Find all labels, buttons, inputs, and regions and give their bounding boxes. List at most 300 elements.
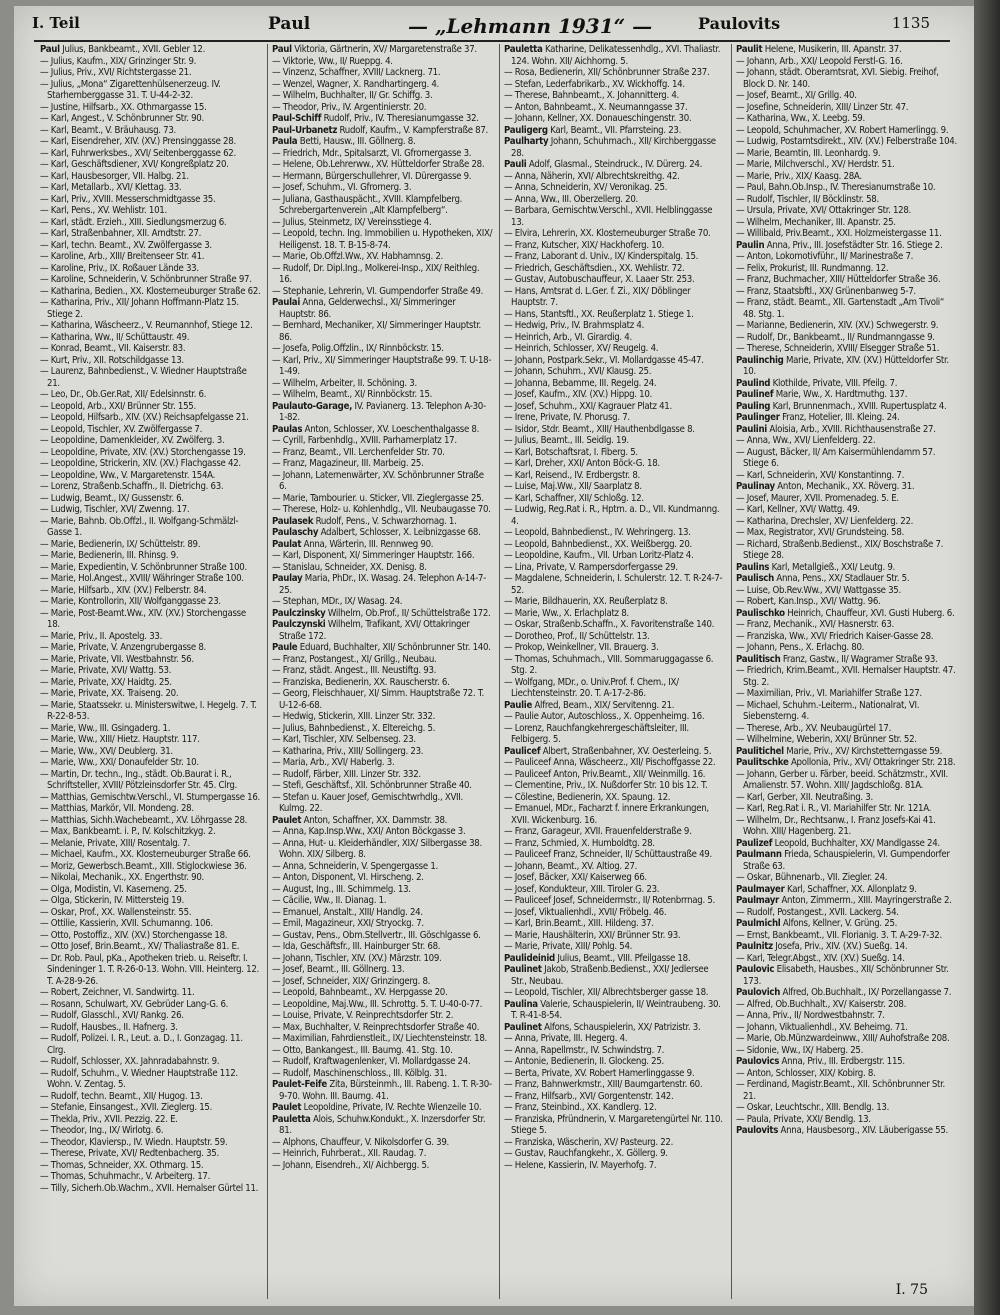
directory-entry: — Julius, „Mona“ Zigarettenhülsenerzeug. IV. Starhemberggasse 31. T. U-44-2-32. bbox=[40, 78, 221, 101]
column-divider bbox=[731, 44, 732, 1299]
directory-entry: — Gustav, Autobuschauffeur, X. Laaer Str. 253. bbox=[504, 274, 695, 285]
book-spine bbox=[974, 0, 1000, 1315]
page-number: 1135 bbox=[891, 14, 930, 32]
directory-entry: — Stefan, Lederfabrikarb., XV. Wickhoffg. 14. bbox=[504, 78, 685, 90]
directory-entry: — Leopoldine, Private, XIV. (XV.) Storchengasse 19. bbox=[40, 446, 246, 458]
directory-entry: — Leopold, Bahnbedienst., XX. Weißbergg. 20. bbox=[504, 538, 692, 550]
directory-entry: — Johann, Gerber u. Färber, beeid. Schätzmstr., XVII. Amalienstr. 57. Wohn. XIII/ Jagdschloßg. 81A. bbox=[736, 768, 948, 791]
directory-entry: — Heinrich, Schlosser, XV/ Reugelg. 4. bbox=[504, 343, 659, 354]
directory-entry: — Heinrich, Arb., VI. Girardig. 4. bbox=[504, 331, 632, 343]
directory-entry: — Gustav, Pens., Obm.Stellvertr., III. Göschlgasse 6. bbox=[272, 929, 481, 941]
directory-entry: Paulat Anna, Wärterin, III. Rennweg 90. bbox=[272, 538, 434, 550]
directory-entry: — Franz, Kutscher, XIX/ Hackhoferg. 10. bbox=[504, 239, 665, 251]
directory-entry: — Josefine, Schneiderin, XIII/ Linzer Str. 47. bbox=[736, 101, 909, 113]
directory-entry: — Thomas, Schuhmach., VIII. Sommaruggagasse 6. Stg. 2. bbox=[504, 653, 714, 676]
directory-entry: — Anna, Hut- u. Kleiderhändler, XIX/ Silbergasse 38. Wohn. XIX/ Silberg. 8. bbox=[272, 837, 482, 860]
directory-entry: — Marie, Bahnb. Ob.Offzl., II. Wolfgang-Schmälzl-Gasse 1. bbox=[40, 515, 239, 538]
directory-entry: — Anton, Lokomotivführ., II/ Marinestraße 7. bbox=[736, 251, 914, 262]
directory-entry: — Johann, Laternenwärter, XV. Schönbrunner Straße 6. bbox=[272, 469, 484, 492]
directory-entry: — Maria, Arb., XVI/ Haberlg. 3. bbox=[272, 757, 395, 768]
directory-entry: — Karoline, Priv., IX. Roßauer Lände 33. bbox=[40, 262, 199, 274]
directory-entry: — Karl, Telegr.Abgst., XIV. (XV.) Sueßg. 14. bbox=[736, 952, 905, 964]
directory-entry: — Willibald, Priv.Beamt., XXI. Holzmeistergasse 11. bbox=[736, 228, 942, 239]
directory-entry: — Marie, Bedienerin, III. Rhinsg. 9. bbox=[40, 550, 179, 561]
directory-entry: — Theodor, Klaviersp., IV. Wiedn. Hauptstr. 59. bbox=[40, 1136, 228, 1148]
directory-entry: — Karl, Eisendreher, XIV. (XV.) Prensinggasse 28. bbox=[40, 136, 236, 147]
directory-entry: — Max, Bankbeamt. i. P., IV. Kolschitzkyg. 2. bbox=[40, 826, 216, 837]
directory-entry: Paulovic Elisabeth, Hausbes., XII/ Schönbrunner Str. 173. bbox=[736, 964, 949, 987]
sheet-signature: I. 75 bbox=[895, 1282, 928, 1298]
column-3 bbox=[504, 44, 725, 1299]
directory-entry: — Marie, Ww., XIII/ Hietz. Hauptstr. 117. bbox=[40, 734, 200, 745]
column-divider bbox=[499, 44, 500, 1299]
directory-entry: — Irene, Private, IV. Phorusg. 7. bbox=[504, 412, 630, 423]
directory-entry: Paulaschy Adalbert, Schlosser, X. Leibnizgasse 68. bbox=[272, 527, 481, 538]
directory-entry: Paulet Anton, Schaffner, XX. Dammstr. 38. bbox=[272, 814, 448, 826]
directory-entry: — Emanuel, Anstalt., XIII/ Handlg. 24. bbox=[272, 906, 423, 918]
directory-entry: — Johann, Postpark.Sekr., VI. Mollardgasse 45-47. bbox=[504, 354, 704, 366]
directory-page bbox=[14, 6, 980, 1306]
directory-entry: — Marie, Expedientin, V. Schönbrunner Straße 100. bbox=[40, 561, 247, 573]
directory-entry: Pauletta Katharine, Delikatessenhdlg., XVI. Thaliastr. 124. Wohn. XII/ Aichhorng. 5. bbox=[504, 44, 721, 67]
directory-entry: — Johann, Viktualienhdl., XV. Beheimg. 71. bbox=[736, 1021, 908, 1033]
directory-entry: — Katharina, Drechsler, XV/ Lienfelderg. 22. bbox=[736, 515, 914, 527]
directory-entry: Paulmayer Karl, Schaffner, XX. Allonplatz 9. bbox=[736, 883, 917, 895]
directory-entry: — Marie, Post-Beamt.Ww., XIV. (XV.) Storchengasse 18. bbox=[40, 607, 246, 630]
directory-entry: — Josef, Maurer, XVII. Promenadeg. 5. E. bbox=[736, 492, 899, 504]
directory-entry: — Wilhelm, Beamt., XI/ Rinnböckstr. 15. bbox=[272, 389, 433, 400]
entry-columns bbox=[40, 44, 964, 1299]
directory-entry: Paulini Aloisia, Arb., XVIII. Richthausenstraße 27. bbox=[736, 423, 936, 435]
directory-entry: — Ottilie, Kassierin, XVII. Schumanng. 106. bbox=[40, 918, 213, 929]
page-header bbox=[28, 12, 950, 38]
directory-entry: — Karl, Gerber, XII. Neutraßing. 3. bbox=[736, 791, 873, 803]
directory-entry: — Rosa, Bedienerin, XII/ Schönbrunner Straße 237. bbox=[504, 67, 710, 78]
directory-entry: — Karl, Geschäftsdiener, XVI/ Kongreßplatz 20. bbox=[40, 159, 229, 170]
directory-entry: Paulnitz Josefa, Priv., XIV. (XV.) Sueßg. 14. bbox=[736, 941, 908, 952]
directory-entry: — Heinrich, Fuhrberat., XII. Raudag. 7. bbox=[272, 1148, 427, 1159]
directory-entry: — Marie, Ww., XVI/ Deublerg. 31. bbox=[40, 745, 173, 757]
directory-entry: — Barbara, Gemischtw.Verschl., XVII. Helblinggasse 13. bbox=[504, 205, 713, 228]
directory-entry: — Wilhelm, Dr., Rechtsanw., I. Franz Josefs-Kai 41. Wohn. XIII/ Hagenberg. 21. bbox=[736, 814, 936, 837]
directory-entry: — Kurt, Priv., XII. Rotschildgasse 13. bbox=[40, 354, 184, 366]
directory-entry: — Thomas, Schuhmachr., V. Arbeiterg. 17. bbox=[40, 1171, 211, 1182]
directory-entry: — Franz, Schmied, X. Humboldtg. 28. bbox=[504, 837, 655, 849]
directory-entry: Paulmann Frieda, Schauspielerin, VI. Gumpendorfer Straße 63. bbox=[736, 849, 950, 872]
directory-entry: — Marie, Ww., XXI/ Donaufelder Str. 10. bbox=[40, 757, 199, 768]
directory-entry: Paulay Maria, PhDr., IX. Wasag. 24. Telephon A-14-7-25. bbox=[272, 573, 486, 596]
directory-entry: — Lina, Private, V. Rampersdorfergasse 29. bbox=[504, 561, 678, 573]
directory-entry: — Marie, Private, XX. Traiseng. 20. bbox=[40, 688, 179, 699]
directory-entry: — Marie, Private, XX/ Haidtg. 25. bbox=[40, 676, 172, 688]
directory-entry: — Wilhelm, Buchhalter, II/ Gr. Schiffg. 3. bbox=[272, 90, 433, 101]
directory-entry: — Therese, Holz- u. Kohlenhdlg., VII. Neubaugasse 70. bbox=[272, 504, 491, 515]
directory-entry: — Matthias, Markör, VII. Mondeng. 28. bbox=[40, 803, 194, 814]
directory-entry: — Josef, Schuhm., VI. Gfrornerg. 3. bbox=[272, 182, 412, 193]
directory-entry: — Katharina, Wäscheerz., V. Reumannhof, Stiege 12. bbox=[40, 320, 253, 331]
directory-entry: — Marie, Private, V. Anzengrubergasse 8. bbox=[40, 642, 206, 653]
directory-entry: — Johann, Schuhm., XVI/ Klausg. 25. bbox=[504, 366, 652, 377]
directory-entry: Paulczynski Wilhelm, Trafikant, XVI/ Ottakringer Straße 172. bbox=[272, 619, 470, 642]
directory-entry: — Julius, Kaufm., XIX/ Grinzinger Str. 9. bbox=[40, 55, 197, 67]
directory-entry: — Johann, Eisendreh., XI/ Aichbergg. 5. bbox=[272, 1159, 430, 1171]
directory-entry: Pauling Karl, Brunnenmach., XVIII. Rupertusplatz 4. bbox=[736, 400, 947, 412]
directory-entry: — Marie, Tambourier. u. Sticker, VII. Zieglergasse 25. bbox=[272, 492, 484, 504]
directory-entry: — Franziska, Pfründnerin, V. Margaretengürtel Nr. 110. Stiege 5. bbox=[504, 1113, 723, 1136]
directory-entry: — Emanuel, MDr., Facharzt f. innere Erkrankungen, XVII. Wickenburg. 16. bbox=[504, 803, 709, 826]
directory-entry: — Karl, Botschaftsrat, I. Fiberg. 5. bbox=[504, 446, 638, 458]
directory-entry: Paulisch Anna, Pens., XX/ Stadlauer Str. 5. bbox=[736, 573, 910, 584]
directory-entry: — Johann, Arb., XXI/ Leopold Ferstl-G. 16. bbox=[736, 55, 903, 67]
directory-entry: — Marie, Ww., X. Erlachplatz 8. bbox=[504, 607, 629, 619]
directory-entry: — Franz, Bahnwerkmstr., XIII/ Baumgartenstr. 60. bbox=[504, 1079, 703, 1090]
directory-entry: — Karl, Brin.Beamt., XIII. Hildeng. 37. bbox=[504, 918, 654, 929]
directory-entry: — Pauliceef Anna, Wäscheerz., XII/ Pischoffgasse 22. bbox=[504, 757, 716, 768]
directory-entry: — Rudolf, Schlosser, XX. Jahnradabahnstr. 9. bbox=[40, 1056, 220, 1067]
directory-entry: — Karl, Priv., XVIII. Messerschmidtgasse 35. bbox=[40, 193, 216, 205]
directory-entry: — Franz, Staatsbftl., XX/ Grünenbanweg 5-7. bbox=[736, 285, 916, 297]
directory-entry: Paulovits Anna, Hausbesorg., XIV. Läuberigasse 55. bbox=[736, 1125, 948, 1136]
directory-entry: — Karl, Pens., XV. Wehlistr. 101. bbox=[40, 205, 167, 216]
directory-entry: Paulideinid Julius, Beamt., VIII. Pfeilgasse 18. bbox=[504, 952, 691, 964]
directory-entry: — Josefa, Polig.Offzlin., IX/ Rinnböckstr. 15. bbox=[272, 343, 444, 354]
directory-entry: — Lorenz, Rauchfangkehrergeschäftsleiter, III. Felbigerg. 5. bbox=[504, 722, 689, 745]
column-divider bbox=[267, 44, 268, 1299]
directory-entry: — Karl, Angest., V. Schönbrunner Str. 90. bbox=[40, 113, 204, 124]
directory-entry: — Karl, Kellner, XVI/ Wattg. 49. bbox=[736, 504, 860, 515]
directory-entry: — Johanna, Bebamme, III. Regelg. 24. bbox=[504, 377, 657, 389]
directory-entry: — Melanie, Private, XIII/ Rosentalg. 7. bbox=[40, 837, 190, 849]
directory-entry: — Marie, Ob.Offzl.Ww., XV. Habhamnsg. 2. bbox=[272, 251, 443, 262]
directory-entry: — Karl, Straßenbahner, XII. Arndtstr. 27. bbox=[40, 228, 202, 239]
directory-entry: — Franz, Mechanik., XVI/ Hasnerstr. 63. bbox=[736, 619, 894, 630]
directory-entry: — Lorenz, Straßenb.Schaffn., II. Dietrichg. 63. bbox=[40, 481, 224, 492]
directory-entry: — Moriz, Gewerbsch.Beamt., XIII. Stiglockwiese 36. bbox=[40, 860, 247, 872]
directory-entry: Paula Betti, Hausw., III. Göllnerg. 8. bbox=[272, 136, 416, 147]
directory-entry: — Friedrich, Geschäftsdien., XX. Wehlistr. 72. bbox=[504, 262, 685, 274]
directory-entry: — Helene, Ob.Lehrerww., XV. Hütteldorfer Straße 28. bbox=[272, 159, 485, 170]
directory-entry: — Juliana, Gasthauspächt., XVIII. Klampfelberg. Schrebergartenverein „Alt Klampfelberg“. bbox=[272, 193, 463, 216]
directory-entry: Paulizef Leopold, Buchhalter, XX/ Mandlgasse 24. bbox=[736, 837, 940, 849]
directory-entry: Paulitichel Marie, Priv., XV/ Kirchstetterngasse 59. bbox=[736, 745, 943, 757]
directory-entry: — Anna, Näherin, XVI/ Albrechtskreithg. 42. bbox=[504, 170, 680, 182]
directory-entry: — Antonie, Bedienerin, II. Glockeng. 25. bbox=[504, 1056, 664, 1067]
directory-entry: — Michael, Schuhm.-Leiterm., Nationalrat, VI. Siebensterng. 4. bbox=[736, 699, 920, 722]
directory-entry: — Johann, Pens., X. Erlachg. 80. bbox=[736, 642, 865, 653]
directory-entry: — Leopoldine, Kaufm., VII. Urban Loritz-Platz 4. bbox=[504, 550, 694, 561]
directory-entry: — Dorotheo, Prof., II/ Schüttelstr. 13. bbox=[504, 630, 650, 642]
directory-entry: — Matthias, Gemischtw.Verschl., VI. Stumpergasse 16. bbox=[40, 791, 260, 803]
directory-entry: — Rudolf, Dr., Bankbeamt., II/ Rundmanngasse 9. bbox=[736, 331, 935, 343]
directory-entry: Paulczinsky Wilhelm, Ob.Prof., II/ Schüttelstraße 172. bbox=[272, 607, 491, 619]
directory-entry: — Richard, Straßenb.Bedienst., XIX/ Boschstraße 7. Stiege 28. bbox=[736, 538, 944, 561]
directory-entry: — Hedwig, Priv., IV. Brahmsplatz 4. bbox=[504, 320, 645, 331]
directory-entry: — Stefan u. Kauer Josef, Gemischtwrhdlg., XVII. Kulmg. 22. bbox=[272, 791, 463, 814]
directory-entry: — Rudolf, Maschinenschloss., III. Kölblg. 31. bbox=[272, 1067, 447, 1079]
directory-entry: — Franz, Buchmacher, XIII/ Hütteldorfer Straße 36. bbox=[736, 274, 941, 285]
directory-entry: — Alfred, Ob.Buchhalt., XV/ Kaiserstr. 208. bbox=[736, 998, 907, 1010]
directory-entry: — Wilhelmine, Weberin, XXI/ Brünner Str. 52. bbox=[736, 734, 917, 745]
directory-entry: — Franz, Postangest., XI/ Grillg., Neubau. bbox=[272, 653, 437, 665]
directory-entry: — Anton, Disponent, VI. Hirscheng. 2. bbox=[272, 872, 424, 883]
directory-entry: — Anna, Private, III. Hegerg. 4. bbox=[504, 1033, 628, 1044]
directory-entry: Paulicef Albert, Straßenbahner, XV. Oesterleing. 5. bbox=[504, 745, 712, 757]
directory-entry: — Wolfgang, MDr., o. Univ.Prof. f. Chem., IX/ Liechtensteinstr. 20. T. A-17-2-86. bbox=[504, 676, 679, 699]
directory-entry: — Marie, Milchverschl., XV/ Herdstr. 51. bbox=[736, 159, 895, 170]
directory-entry: — Marie, Kontrollorin, XII/ Wolfganggasse 23. bbox=[40, 596, 221, 607]
directory-entry: — Michael, Kaufm., XX. Klosterneuburger Straße 66. bbox=[40, 849, 251, 860]
directory-entry: Paulinef Marie, Ww., X. Hardtmuthg. 137. bbox=[736, 389, 908, 400]
directory-entry: — Max, Registrator, XVI/ Grundsteing. 58. bbox=[736, 527, 904, 538]
directory-entry: Paulmichl Alfons, Kellner, V. Grüng. 25. bbox=[736, 918, 898, 929]
directory-entry: — Therese, Private, XVI/ Redtenbacherg. 35. bbox=[40, 1148, 219, 1159]
directory-entry: — Rudolf, Postangest., XVII. Lackerg. 54. bbox=[736, 906, 899, 918]
directory-entry: — Marie, Private, XVI/ Wattg. 53. bbox=[40, 665, 172, 676]
directory-title: — „Lehmann 1931“ — bbox=[408, 14, 653, 38]
directory-entry: — Cyrill, Farbenhdlg., XVIII. Parhamerplatz 17. bbox=[272, 435, 457, 446]
directory-entry: — Louise, Private, V. Reinprechtsdorfer Str. 2. bbox=[272, 1010, 454, 1021]
directory-entry: — Anna, Rapellmstr., IV. Schwindstrg. 7. bbox=[504, 1044, 665, 1056]
directory-entry: — Anna, Ww., XVI/ Lienfelderg. 22. bbox=[736, 435, 876, 446]
directory-entry: — Karl, Metallarb., XVI/ Klettag. 33. bbox=[40, 182, 182, 193]
directory-entry: — Anna, Schneiderin, XV/ Veronikag. 25. bbox=[504, 182, 668, 193]
directory-entry: — Leopold, techn. Ing. Immobilien u. Hypotheken, XIX/ Heiligenst. 18. T. B-15-8-74. bbox=[272, 228, 493, 251]
directory-entry: — Robert, Kan.Insp., XVI/ Wattg. 96. bbox=[736, 596, 881, 607]
directory-entry: — Vinzenz, Schaffner, XVIII/ Lacknerg. 71. bbox=[272, 67, 441, 78]
directory-entry: — Franz, Laborant d. Univ., IX/ Kinderspitalg. 15. bbox=[504, 251, 699, 262]
directory-entry: — Therese, Schneiderin, XVIII/ Elsegger Straße 51. bbox=[736, 343, 940, 354]
directory-entry: — Konrad, Beamt., VII. Kaiserstr. 83. bbox=[40, 343, 186, 354]
directory-entry: Pauligerg Karl, Beamt., VII. Pfarrsteing. 23. bbox=[504, 124, 682, 136]
directory-entry: — Franz, städt. Angest., III. Neustiftg. 93. bbox=[272, 665, 437, 676]
directory-entry: — Leopold, Tischler, XII/ Albrechtsberger gasse 18. bbox=[504, 987, 709, 998]
directory-entry: — Sidonie, Ww., IX/ Haberg. 25. bbox=[736, 1044, 864, 1056]
directory-entry: — Anton, Bahnbeamt., X. Neumanngasse 37. bbox=[504, 101, 688, 113]
directory-entry: Paulins Karl, Metallgieß., XXI/ Leutg. 9. bbox=[736, 561, 895, 573]
directory-entry: — Berta, Private, XV. Robert Hamerlinggasse 9. bbox=[504, 1067, 695, 1079]
directory-entry: — Therese, Arb., XV. Neubaugürtel 17. bbox=[736, 722, 892, 734]
directory-entry: Pauletta Alois, Schuhw.Kondukt., X. Inzersdorfer Str. 81. bbox=[272, 1113, 486, 1136]
directory-entry: — August, Bäcker, II/ Am Kaisermühlendamm 57. Stiege 6. bbox=[736, 446, 936, 469]
directory-entry: — Anna, Kap.Insp.Ww., XXI/ Anton Böckgasse 3. bbox=[272, 826, 466, 837]
directory-entry: Paulie Alfred, Beam., XIX/ Servitenng. 21. bbox=[504, 699, 675, 711]
directory-entry: — Marie, Ob.Münzwardeinww., XIII/ Auhofstraße 208. bbox=[736, 1033, 950, 1044]
directory-entry: — Robert, Zeichner, VI. Sandwirtg. 11. bbox=[40, 987, 195, 998]
directory-entry: — Anna, Schneiderin, V. Spengergasse 1. bbox=[272, 860, 438, 872]
directory-entry: — Karl, Fuhrwerksbes., XVI/ Seitenberggasse 62. bbox=[40, 147, 236, 159]
directory-entry: — Josef, Kaufm., XIV. (XV.) Hippg. 10. bbox=[504, 389, 652, 400]
directory-entry: — Tilly, Sicherh.Ob.Wachm., XVII. Hernalser Gürtel 11. bbox=[40, 1182, 259, 1194]
directory-entry: — Rudolf, Dr. Dipl.Ing., Molkerei-Insp., XIX/ Reithleg. 16. bbox=[272, 262, 480, 285]
directory-entry: — Anna, Ww., III. Oberzellerg. 20. bbox=[504, 193, 638, 205]
directory-entry: — Hans, Amtsrat d. L.Ger. f. Zi., XIX/ Döblinger Hauptstr. 7. bbox=[504, 285, 691, 308]
directory-entry: — Karoline, Arb., XIII/ Breitenseer Str. 41. bbox=[40, 251, 205, 262]
directory-entry: — Franz, Garageur, XVII. Frauenfelderstraße 9. bbox=[504, 826, 692, 837]
directory-entry: — Ludwig, Tischler, XVI/ Zwenng. 17. bbox=[40, 504, 190, 515]
directory-entry: — Rudolf, Tischler, II/ Böcklinstr. 58. bbox=[736, 193, 879, 205]
directory-entry: — Cäcilie, Ww., II. Dianag. 1. bbox=[272, 895, 387, 906]
directory-entry: — Ernst, Bankbeamt., VII. Florianig. 3. T. A-29-7-32. bbox=[736, 929, 942, 941]
directory-entry: — Isidor, Stdr. Beamt., XIII/ Hauthenbdlgasse 8. bbox=[504, 423, 695, 435]
directory-entry: — Pauliceef Anton, Priv.Beamt., XII/ Weinmillg. 16. bbox=[504, 768, 706, 780]
directory-entry: Paulovics Anna, Priv., III. Erdbergstr. 115. bbox=[736, 1056, 905, 1067]
directory-entry: — Theodor, Priv., IV. Argentinierstr. 20. bbox=[272, 101, 427, 113]
directory-entry: Paulet-Feife Zita, Bürsteinmh., III. Rabeng. 1. T. R-30-9-70. Wohn. III. Baumg. 41. bbox=[272, 1079, 492, 1102]
directory-entry: — Karl, Disponent, XI/ Simmeringer Hauptstr. 166. bbox=[272, 550, 475, 561]
directory-entry: — Wilhelm, Mechaniker, III. Apanstr. 25. bbox=[736, 216, 896, 228]
directory-entry: — Leopold, Schuhmacher, XV. Robert Hamerlingg. 9. bbox=[736, 124, 949, 136]
directory-entry: — Hedwig, Stickerin, XIII. Linzer Str. 332. bbox=[272, 711, 436, 722]
directory-entry: Paul-Schiff Rudolf, Priv., IV. Theresianumgasse 32. bbox=[272, 113, 479, 124]
directory-entry: — Magdalene, Schneiderin, I. Schulerstr. 12. T. R-24-7-52. bbox=[504, 573, 723, 596]
directory-entry: Paule Eduard, Buchhalter, XII/ Schönbrunner Str. 140. bbox=[272, 642, 491, 653]
directory-entry: — Friedrich, Krim.Beamt., XVII. Hernalser Hauptstr. 47. Stg. 2. bbox=[736, 665, 956, 688]
column-4 bbox=[736, 44, 957, 1299]
directory-entry: — Marie, Private, XIII/ Pohlg. 54. bbox=[504, 941, 633, 952]
directory-entry: — Josef, Viktualienhdl., XVII/ Fröbelg. 46. bbox=[504, 906, 667, 918]
directory-entry: — Franz, städt. Beamt., XII. Gartenstadt „Am Tivoli“ 48. Stg. 1. bbox=[736, 297, 945, 320]
directory-entry: Paulina Valerie, Schauspielerin, II/ Weintraubeng. 30. T. R-41-8-54. bbox=[504, 998, 721, 1021]
directory-entry: Paulasek Rudolf, Pens., V. Schwarzhornag. 1. bbox=[272, 515, 457, 527]
directory-entry: — Leopold, Hilfsarb., XIV. (XV.) Reichsapfelgasse 21. bbox=[40, 412, 249, 423]
directory-entry: — Emil, Magazineur, XXI/ Stryockg. 7. bbox=[272, 918, 424, 929]
directory-entry: — Franz, Magazineur, III. Marbeig. 25. bbox=[272, 458, 424, 469]
directory-entry: — Clementine, Priv., IX. Nußdorfer Str. 10 bis 12. T. bbox=[504, 780, 708, 791]
directory-entry: — Bernhard, Mechaniker, XI/ Simmeringer Hauptstr. 86. bbox=[272, 320, 481, 343]
directory-entry: Paulmayr Anton, Zimmerm., XIII. Mayringerstraße 2. bbox=[736, 895, 952, 906]
directory-entry: — Josef, Schuhm., XXI/ Kagrauer Platz 41. bbox=[504, 400, 672, 412]
column-2 bbox=[272, 44, 493, 1299]
directory-entry: — Josef, Beamt., XI/ Grillg. 40. bbox=[736, 90, 857, 101]
directory-entry: — Pauliceef Franz, Schneider, II/ Schüttaustraße 49. bbox=[504, 849, 712, 860]
directory-entry: Paulind Klothilde, Private, VIII. Pfeilg. 7. bbox=[736, 377, 898, 389]
directory-entry: — Thekla, Priv., XVII. Pezzig. 22. E. bbox=[40, 1113, 178, 1125]
directory-entry: — Leopoldine, Maj.Ww., III. Schrottg. 5. T. U-40-0-77. bbox=[272, 998, 483, 1010]
directory-entry: — Rudolf, Färber, XIII. Linzer Str. 332. bbox=[272, 768, 421, 780]
directory-entry: — Julius, Bahnbedienst., X. Eltereichg. 5. bbox=[272, 722, 436, 734]
directory-entry: — Leopold, Tischler, XV. Zwölfergasse 7. bbox=[40, 423, 203, 435]
directory-entry: — Karoline, Schneiderin, V. Schönbrunner Straße 97. bbox=[40, 274, 252, 285]
directory-entry: Paulinger Franz, Hotelier, III. Kleing. 24. bbox=[736, 412, 900, 423]
directory-entry: — Stefi, Geschäftsf., XII. Schönbrunner Straße 40. bbox=[272, 780, 472, 791]
directory-entry: — Justine, Hilfsarb., XX. Othmargasse 15. bbox=[40, 101, 207, 113]
directory-entry: — Olga, Stickerin, IV. Mittersteig 19. bbox=[40, 895, 184, 906]
directory-entry: — Alphons, Chauffeur, V. Nikolsdorfer G. 39. bbox=[272, 1136, 449, 1148]
directory-entry: — Marie, Private, VII. Westbahnstr. 56. bbox=[40, 653, 194, 665]
directory-entry: — Leopold, Bahnbedienst., IV. Wehringerg. 13. bbox=[504, 527, 691, 538]
directory-entry: — Marie, Staatssekr. u. Ministerswitwe, I. Hegelg. 7. T. R-22-8-53. bbox=[40, 699, 257, 722]
directory-entry: — Laurenz, Bahnbedienst., V. Wiedner Hauptstraße 21. bbox=[40, 366, 247, 389]
directory-entry: Paul Viktoria, Gärtnerin, XV/ Margaretenstraße 37. bbox=[272, 44, 477, 55]
directory-entry: — Ludwig, Reg.Rat i. R., Hptm. a. D., VII. Kundmanng. 4. bbox=[504, 504, 720, 527]
directory-entry: — Marie, Hol.Angest., XVIII/ Währinger Straße 100. bbox=[40, 573, 244, 584]
directory-entry: Paulitschke Apollonia, Priv., XVI/ Ottakringer Str. 218. bbox=[736, 757, 956, 768]
directory-entry: — Karl, Schaffner, XII/ Schloßg. 12. bbox=[504, 492, 644, 504]
directory-entry: — Anton, Schlosser, XIX/ Kobirg. 8. bbox=[736, 1067, 876, 1079]
directory-entry: — Marie, Priv., II. Apostelg. 33. bbox=[40, 630, 163, 642]
directory-entry: Paulit Helene, Musikerin, III. Apanstr. 37. bbox=[736, 44, 902, 55]
directory-entry: — Hermann, Bürgerschullehrer, VI. Dürergasse 9. bbox=[272, 170, 472, 182]
directory-entry: — Karl, techn. Beamt., XV. Zwölfergasse 3. bbox=[40, 239, 212, 251]
directory-entry: Pauli Adolf, Glasmal., Steindruck., IV. Dürerg. 24. bbox=[504, 159, 703, 170]
directory-entry: — Stephanie, Lehrerin, VI. Gumpendorfer Straße 49. bbox=[272, 285, 484, 297]
directory-entry: — Julius, Beamt., III. Seidlg. 19. bbox=[504, 435, 629, 446]
directory-entry: — Martin, Dr. techn., Ing., städt. Ob.Baurat i. R., Schriftsteller, XVIII/ Pötzleinsdorfer Str. 45. Clrg. bbox=[40, 768, 237, 791]
directory-entry: — Oskar, Bühnenarb., VII. Ziegler. 24. bbox=[736, 872, 888, 883]
directory-entry: — Matthias, Sichh.Wachebeamt., XV. Löhrgasse 28. bbox=[40, 814, 248, 826]
directory-entry: Paulharty Johann, Schuhmach., XII/ Kirchberggasse 28. bbox=[504, 136, 716, 159]
directory-entry: — Franziska, Bedienerin, XX. Rauscherstr. 6. bbox=[272, 676, 450, 688]
part-label: I. Teil bbox=[32, 14, 80, 32]
directory-entry: — Leo, Dr., Ob.Ger.Rat, XII/ Edelsinnstr. 6. bbox=[40, 389, 207, 400]
directory-entry: — Franziska, Wäscherin, XV/ Pasteurg. 22. bbox=[504, 1136, 674, 1148]
directory-entry: — Luise, Maj.Ww., XII/ Saarplatz 8. bbox=[504, 481, 642, 492]
directory-entry: — Rudolf, Kraftwagenlenker, VI. Mollardgasse 24. bbox=[272, 1056, 471, 1067]
directory-entry: — Josef, Beamt., III. Göllnerg. 13. bbox=[272, 964, 405, 975]
directory-entry: — Franz, Steinbind., XX. Kandlerg. 12. bbox=[504, 1102, 657, 1113]
directory-entry: — Friedrich, Mdr., Spitalsarzt, VI. Gfrornergasse 3. bbox=[272, 147, 472, 159]
directory-entry: — Rudolf, Glasschl., XVI/ Rankg. 26. bbox=[40, 1010, 184, 1021]
directory-entry: — Rudolf, techn. Beamt., XII/ Hugog. 13. bbox=[40, 1090, 203, 1102]
directory-entry: — Maximilian, Fahrdienstleit., IX/ Liechtensteinstr. 18. bbox=[272, 1033, 487, 1044]
directory-entry: — Ferdinand, Magistr.Beamt., XII. Schönbrunner Str. 21. bbox=[736, 1079, 945, 1102]
directory-entry: — Josef, Bäcker, XXI/ Kaiserweg 66. bbox=[504, 872, 647, 883]
directory-entry: — Marie, Hilfsarb., XIV. (XV.) Felberstr. 84. bbox=[40, 584, 207, 596]
column-1 bbox=[40, 44, 261, 1299]
directory-entry: — Marie, Beamtin, III. Leonhardg. 9. bbox=[736, 147, 881, 159]
directory-entry: Paulinet Jakob, Straßenb.Bedienst., XXI/ Jedlersee Str., Neubau. bbox=[504, 964, 709, 987]
directory-entry: — Karl, städt. Erzieh., XIII. Siedlungsmerzug 6. bbox=[40, 216, 227, 228]
directory-entry: — Karl, Schneiderin, XVI/ Konstantinng. 7. bbox=[736, 469, 905, 481]
directory-entry: — Franziska, Ww., XVI/ Friedrich Kaiser-Gasse 28. bbox=[736, 630, 934, 642]
directory-entry: — Karl, Beamt., V. Bräuhausg. 73. bbox=[40, 124, 176, 136]
directory-entry: — Karl, Tischler, XIV. Selbenseg. 23. bbox=[272, 734, 416, 745]
directory-entry: — Nikolai, Mechanik., XX. Engerthstr. 90. bbox=[40, 872, 204, 883]
directory-entry: — Stefanie, Einsangest., XVII. Zieglerg. 15. bbox=[40, 1102, 213, 1113]
directory-entry: — Elvira, Lehrerin, XX. Klosterneuburger Straße 70. bbox=[504, 228, 711, 239]
directory-entry: — Johann, städt. Oberamtsrat, XVI. Siebig. Freihof, Block D. Nr. 140. bbox=[736, 67, 939, 90]
directory-entry: — Katharina, Bedien., XX. Klosterneuburger Straße 62. bbox=[40, 285, 261, 297]
directory-entry: — Hans, Stantsftl., XX. Reußerplatz 1. Stiege 1. bbox=[504, 308, 694, 320]
directory-entry: — Katharina, Ww., X. Leebg. 59. bbox=[736, 113, 865, 124]
directory-entry: Paulischko Heinrich, Chauffeur, XVI. Gusti Huberg. 6. bbox=[736, 607, 955, 619]
directory-entry: — Katharina, Priv., XII/ Johann Hoffmann-Platz 15. Stiege 2. bbox=[40, 297, 239, 320]
directory-entry: — Marianne, Bedienerin, XIV. (XV.) Schwegerstr. 9. bbox=[736, 320, 939, 331]
directory-entry: Paulovich Alfred, Ob.Buchhalt., IX/ Porzellangasse 7. bbox=[736, 987, 952, 998]
directory-entry: — August, Ing., III. Schimmelg. 13. bbox=[272, 883, 411, 895]
directory-entry: — Wilhelm, Arbeiter, II. Schöning. 3. bbox=[272, 377, 417, 389]
directory-entry: — Josef, Kondukteur, XIII. Tiroler G. 23. bbox=[504, 883, 660, 895]
directory-entry: — Franz, Hilfsarb., XVI/ Gorgentenstr. 142. bbox=[504, 1090, 674, 1102]
directory-entry: — Viktorie, Ww., II/ Rueppg. 4. bbox=[272, 55, 393, 67]
directory-entry: Paulinchig Marie, Private, XIV. (XV.) Hütteldorfer Str. 10. bbox=[736, 354, 949, 377]
directory-entry: — Oskar, Leuchtschr., XIII. Bendlg. 13. bbox=[736, 1102, 890, 1113]
directory-entry: — Otto, Bankangest., III. Baumg. 41. Stg. 10. bbox=[272, 1044, 453, 1056]
directory-entry: — Pauliceef Josef, Schneidermstr., II/ Rotenbrrnag. 5. bbox=[504, 895, 715, 906]
directory-entry: — Leopoldine, Strickerin, XIV. (XV.) Flachgasse 42. bbox=[40, 458, 241, 469]
directory-entry: — Georg, Fleischhauer, XI/ Simm. Hauptstraße 72. T. U-12-6-68. bbox=[272, 688, 484, 711]
directory-entry: — Luise, Ob.Rev.Ww., XVI/ Wattgasse 35. bbox=[736, 584, 901, 596]
directory-entry: Paul-Urbanetz Rudolf, Kaufm., V. Kampferstraße 87. bbox=[272, 124, 488, 136]
directory-entry: Paulas Anton, Schlosser, XV. Loeschenthalgasse 8. bbox=[272, 423, 480, 435]
directory-entry: — Karl, Reg.Rat i. R., VI. Mariahilfer Str. Nr. 121A. bbox=[736, 803, 932, 814]
header-rule bbox=[34, 40, 950, 42]
directory-entry: — Theodor, Ing., IX/ Wirlotg. 6. bbox=[40, 1125, 164, 1136]
directory-entry: — Karl, Priv., XI/ Simmeringer Hauptstraße 99. T. U-18-1-49. bbox=[272, 354, 492, 377]
directory-entry: — Marie, Ww., III. Gsingaderg. 1. bbox=[40, 722, 171, 734]
directory-entry: — Stanislau, Schneider, XX. Denisg. 8. bbox=[272, 561, 427, 573]
directory-entry: — Paul, Bahn.Ob.Insp., IV. Theresianumstraße 10. bbox=[736, 182, 936, 193]
